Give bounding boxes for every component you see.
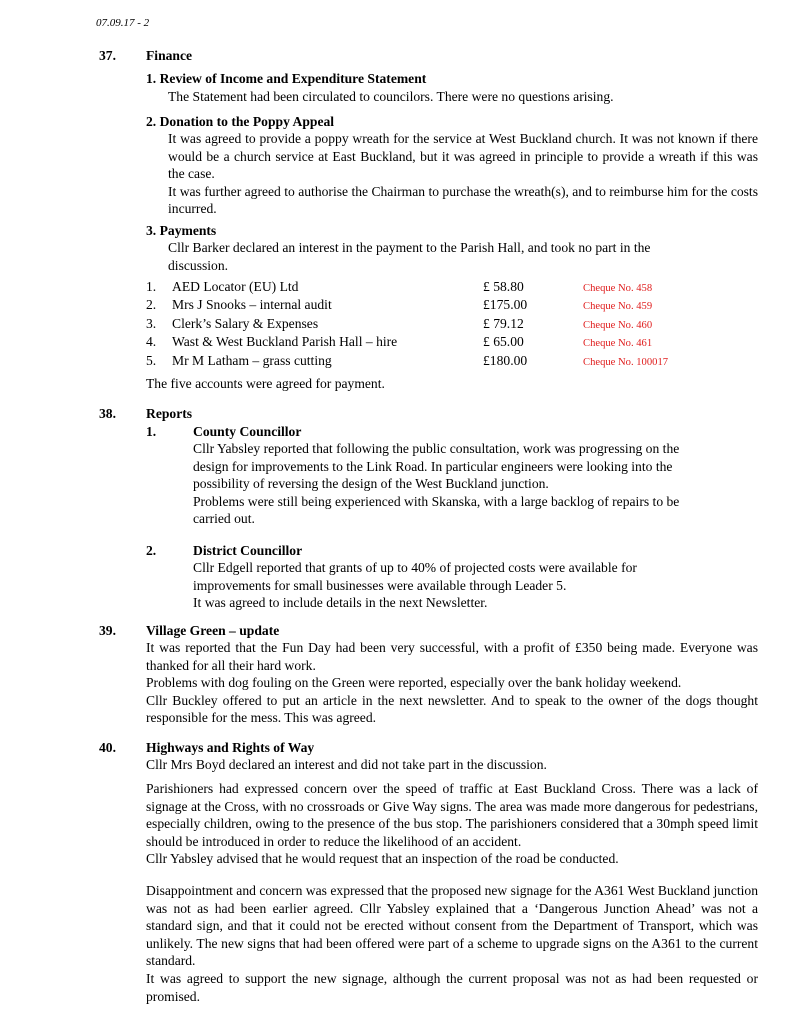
payment-row: [146, 315, 706, 333]
payment-number: 1.: [146, 279, 157, 294]
paragraph: The five accounts were agreed for payment.: [146, 376, 385, 391]
payment-amount: £180.00: [483, 352, 528, 368]
cheque-number: Cheque No. 461: [583, 338, 653, 350]
subitem-text-district-councillor: [193, 559, 753, 612]
payment-description: Clerk’s Salary & Expenses: [172, 315, 319, 331]
line: improvements for small businesses were available through Leader 5.: [193, 577, 567, 593]
payment-row: [146, 352, 706, 370]
paragraph: Cllr Buckley offered to put an article in the next newsletter. And to speak to the owner of the dogs thought responsible for the mess. This was agreed.: [146, 692, 758, 726]
payment-amount: £175.00: [483, 297, 528, 313]
item-text-highways-cross: [146, 780, 758, 868]
item-text-village-green: [146, 639, 758, 727]
subitem-number: 2.: [146, 543, 157, 558]
item-intro-highways: [146, 756, 758, 774]
line: Cllr Yabsley reported that following the public consultation, work was progressing on the: [193, 441, 680, 456]
payment-number: 2.: [146, 297, 157, 313]
item-number-37: 37.: [99, 48, 116, 63]
cheque-number: Cheque No. 100017: [583, 356, 669, 368]
payment-amount: £ 79.12: [483, 315, 524, 331]
paragraph: It was further agreed to authorise the Chairman to purchase the wreath(s), and to reimburse him for the costs incurred.: [168, 183, 759, 217]
payment-amount: £ 65.00: [483, 334, 524, 350]
paragraph: Disappointment and concern was expressed that the proposed new signage for the A361 West Buckland junction was not as had been earlier agreed. Cllr Yabsley explained that a ‘Dangerous Junction Ahead’ was not a standard sign, and that it could not be erected without consent from the Department of Transport, which was unlikely. The new signs that had been offered were part of a scheme to upgrade signs on the A361 to the current standard.: [146, 883, 758, 969]
subitem-text-payments: [168, 239, 708, 274]
subitem-number: 1.: [146, 424, 157, 439]
paragraph: Problems with dog fouling on the Green were reported, especially over the bank holiday weekend.: [146, 675, 682, 691]
page-header: 07.09.17 - 2: [96, 17, 150, 29]
item-text-highways-a361: [146, 882, 758, 1005]
paragraph: It was agreed to support the new signage, although the current proposal was not as had been requested or promised.: [146, 970, 758, 1004]
payment-description: Mrs J Snooks – internal audit: [172, 297, 332, 313]
line: possibility of reversing the design of the West Buckland junction.: [193, 476, 549, 492]
item-title-finance: Finance: [146, 48, 193, 63]
cheque-number: Cheque No. 459: [583, 301, 653, 313]
payment-row: [146, 333, 706, 351]
line: carried out.: [193, 511, 255, 527]
payment-number: 4.: [146, 334, 157, 350]
payment-description: AED Locator (EU) Ltd: [172, 279, 299, 294]
payment-number: 5.: [146, 352, 157, 368]
subitem-heading-district-councillor: District Councillor: [193, 543, 303, 558]
item-title-highways: Highways and Rights of Way: [146, 740, 315, 755]
subitem-heading-payments: 3. Payments: [146, 223, 217, 238]
subitem-text-income-statement: [168, 88, 728, 106]
item-number-38: 38.: [99, 406, 116, 421]
payment-amount: £ 58.80: [483, 279, 524, 294]
item-title-reports: Reports: [146, 406, 193, 421]
payment-description: Wast & West Buckland Parish Hall – hire: [172, 334, 398, 350]
subitem-text-county-councillor: [193, 440, 753, 528]
line: Cllr Edgell reported that grants of up to 40% of projected costs were available for: [193, 560, 637, 575]
line: It was agreed to include details in the next Newsletter.: [193, 595, 488, 611]
subitem-heading-county-councillor: County Councillor: [193, 424, 302, 439]
paragraph: Parishioners had expressed concern over the speed of traffic at East Buckland Cross. There was a lack of signage at the Cross, with no crossroads or Give Way signs. The area was made more dangerous for pedestrians, especially children, owing to the presence of the bus stop. The parishioners considered that a 30mph speed limit should be introduced in order to reduce the likelihood of an accident.: [146, 781, 758, 849]
item-title-village-green: Village Green – update: [146, 623, 280, 638]
line: design for improvements to the Link Road. In particular engineers were looking into the: [193, 458, 673, 474]
paragraph: It was agreed to provide a poppy wreath for the service at West Buckland church. It was not known if there would be a church service at East Buckland, but it was agreed in principle to provide a wreath if this was the case.: [168, 131, 758, 182]
paragraph: Cllr Yabsley advised that he would request that an inspection of the road be conducted.: [146, 851, 619, 867]
payment-row: [146, 296, 706, 314]
cheque-number: Cheque No. 460: [583, 319, 653, 331]
payment-row: [146, 278, 706, 296]
line: Problems were still being experienced with Skanska, with a large backlog of repairs to be: [193, 493, 680, 509]
payment-number: 3.: [146, 315, 157, 331]
paragraph: Cllr Barker declared an interest in the payment to the Parish Hall, and took no part in the discussion.: [168, 240, 651, 273]
subitem-text-poppy-appeal: [168, 130, 758, 218]
payments-list: [146, 278, 706, 370]
paragraph: The Statement had been circulated to councilors. There were no questions arising.: [168, 89, 614, 104]
paragraph: It was reported that the Fun Day had been very successful, with a profit of £350 being made. Everyone was thanked for all their hard work.: [146, 640, 758, 673]
subitem-heading-poppy-appeal: 2. Donation to the Poppy Appeal: [146, 114, 335, 129]
cheque-number: Cheque No. 458: [583, 283, 653, 294]
subitem-heading-income-statement: 1. Review of Income and Expenditure Statement: [146, 71, 427, 86]
item-number-40: 40.: [99, 740, 116, 755]
payments-agreed-text: [146, 375, 706, 393]
paragraph: Cllr Mrs Boyd declared an interest and did not take part in the discussion.: [146, 757, 547, 772]
item-number-39: 39.: [99, 623, 116, 638]
payment-description: Mr M Latham – grass cutting: [172, 352, 332, 368]
